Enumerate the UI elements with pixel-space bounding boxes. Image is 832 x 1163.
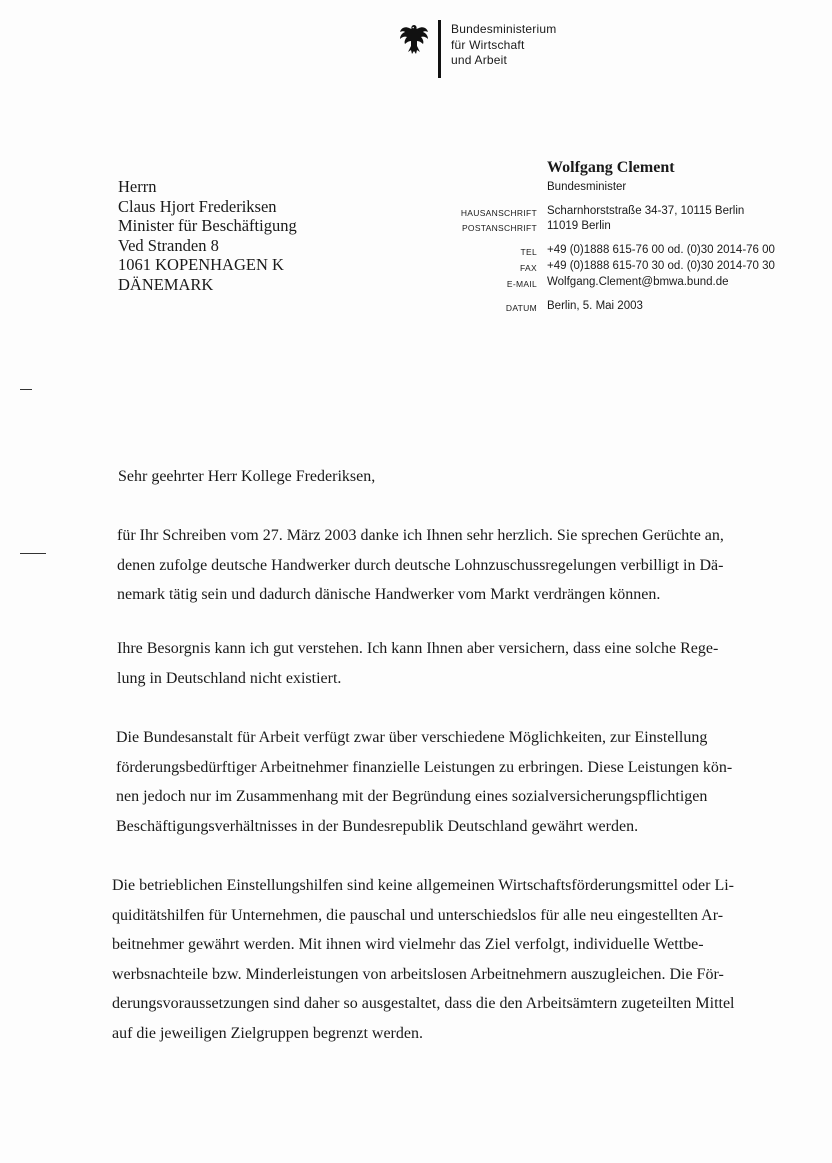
ministry-name — [451, 22, 556, 69]
paragraph-line: nemark tätig sein und dadurch dänische Handwerker vom Markt verdrängen können. — [117, 586, 661, 603]
info-row-email — [440, 276, 820, 291]
info-value: +49 (0)1888 615-76 00 od. (0)30 2014-76 00 — [547, 244, 775, 256]
paragraph-line: Ihre Besorgnis kann ich gut verstehen. Ich kann Ihnen aber versichern, dass eine solche Rege- — [117, 640, 719, 657]
recipient-line: Minister für Beschäftigung — [118, 216, 297, 235]
info-label: HAUSANSCHRIFT — [460, 208, 537, 218]
ministry-line-2: für Wirtschaft — [451, 37, 525, 52]
info-label: DATUM — [505, 303, 537, 313]
info-value: Wolfgang.Clement@bmwa.bund.de — [547, 276, 729, 288]
sender-name: Wolfgang Clement — [547, 159, 675, 176]
paragraph-line: förderungsbedürftiger Arbeitnehmer finanzielle Leistungen zu erbringen. Diese Leistungen kön- — [116, 758, 733, 776]
paragraph-line: Die betrieblichen Einstellungshilfen sind keine allgemeinen Wirtschaftsförderungsmittel oder Li- — [112, 877, 734, 894]
paragraph-line: Beschäftigungsverhältnisses in der Bundesrepublik Deutschland gewährt werden. — [116, 817, 639, 835]
paragraph-1 — [117, 521, 724, 610]
info-row-address — [440, 205, 820, 220]
info-value: Scharnhorststraße 34-37, 10115 Berlin — [547, 205, 745, 217]
info-value: 11019 Berlin — [547, 220, 611, 232]
info-label: POSTANSCHRIFT — [461, 223, 537, 233]
info-value: Berlin, 5. Mai 2003 — [547, 300, 643, 312]
paragraph-line: auf die jeweiligen Zielgruppen begrenzt werden. — [112, 1024, 423, 1042]
info-row-postal — [440, 220, 820, 235]
sender-title: Bundesminister — [547, 181, 627, 193]
paragraph-line: nen jedoch nur im Zusammenhang mit der Begründung eines sozialversicherungspflichtigen — [116, 788, 708, 805]
paragraph-4 — [112, 871, 735, 1048]
paragraph-line: quiditätshilfen für Unternehmen, die pauschal und unterschiedslos für alle neu eingestellten Ar- — [112, 906, 724, 924]
paragraph-line: beitnehmer gewährt werden. Mit ihnen wird vielmehr das Ziel verfolgt, individuelle Wettbe- — [112, 936, 704, 953]
paragraph-line: lung in Deutschland nicht existiert. — [117, 669, 342, 687]
recipient-line: 1061 KOPENHAGEN K — [118, 255, 284, 274]
recipient-line: Claus Hjort Frederiksen — [118, 196, 277, 216]
paragraph-line: werbsnachteile bzw. Minderleistungen von arbeitslosen Arbeitnehmern auszugleichen. Die För- — [112, 965, 724, 983]
info-label: FAX — [520, 263, 537, 273]
fold-mark — [20, 389, 32, 390]
recipient-line: Ved Stranden 8 — [118, 235, 219, 255]
paragraph-3 — [116, 723, 732, 841]
paragraph-line: für Ihr Schreiben vom 27. März 2003 danke ich Ihnen sehr herzlich. Sie sprechen Gerüchte an, — [117, 527, 724, 544]
paragraph-line: derungsvoraussetzungen sind daher so ausgestaltet, dass die den Arbeitsämtern zugeteilten Mittel — [112, 995, 735, 1012]
info-row-tel — [440, 244, 820, 259]
info-value: +49 (0)1888 615-70 30 od. (0)30 2014-70 30 — [547, 260, 775, 272]
salutation: Sehr geehrter Herr Kollege Frederiksen, — [118, 468, 376, 485]
info-row-fax — [440, 260, 820, 275]
ministry-line-3: und Arbeit — [451, 53, 508, 67]
letterhead-divider — [438, 20, 441, 78]
ministry-line-1: Bundesministerium — [451, 22, 557, 36]
punch-mark — [20, 553, 46, 554]
paragraph-2 — [117, 634, 718, 693]
federal-eagle-icon — [399, 22, 429, 56]
recipient-address — [118, 177, 297, 294]
recipient-line: Herrn — [118, 177, 157, 196]
paragraph-line: denen zufolge deutsche Handwerker durch deutsche Lohnzuschussregelungen verbilligt in Dä- — [117, 556, 724, 574]
info-label: E-MAIL — [506, 279, 537, 289]
info-row-date — [440, 300, 820, 315]
recipient-line: DÄNEMARK — [118, 274, 214, 294]
paragraph-line: Die Bundesanstalt für Arbeit verfügt zwar über verschiedene Möglichkeiten, zur Einstellung — [116, 729, 708, 746]
info-label: TEL — [520, 247, 537, 257]
